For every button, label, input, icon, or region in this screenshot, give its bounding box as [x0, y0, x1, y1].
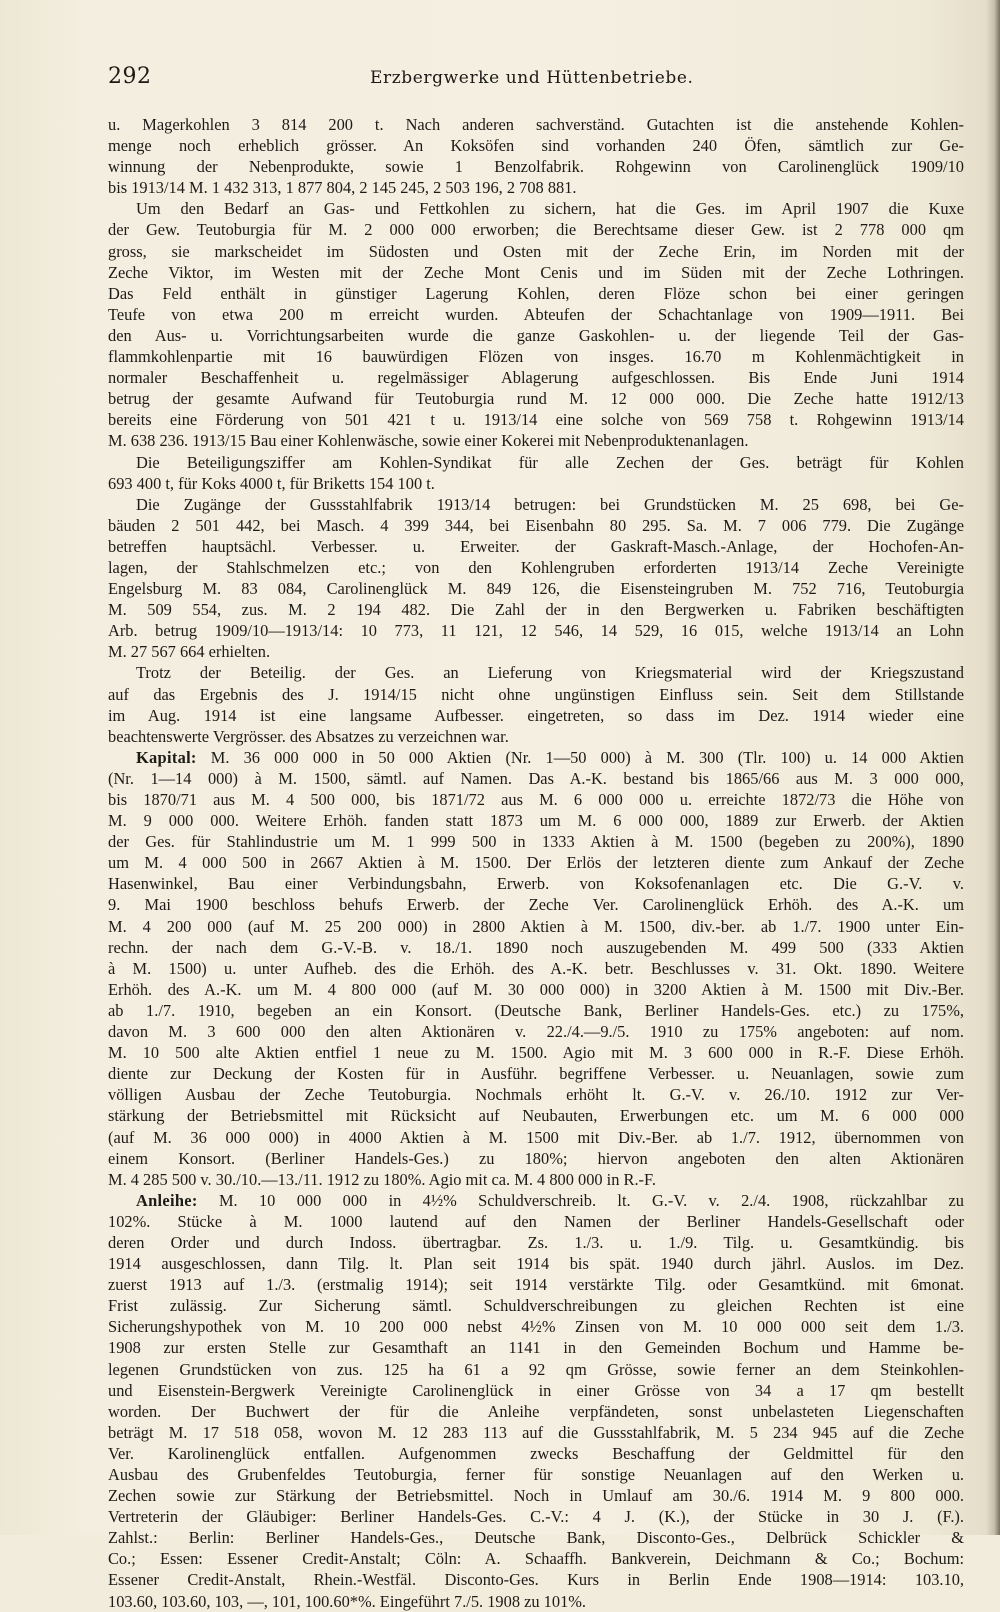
text-line: M. 4 285 500 v. 30./10.—13./11. 1912 zu 180%. Agio mit ca. M. 4 800 000 in R.-F. [108, 1169, 656, 1189]
section-lead-rest: M. 36 000 000 in 50 000 Aktien (Nr. 1—50 000) à M. 300 (Tlr. 100) u. 14 000 Aktien [196, 747, 964, 767]
text-line: M. 9 000 000. Weitere Erhöh. fanden statt 1873 um M. 6 000 000, 1889 zur Erwerb. der Aktien [108, 811, 964, 831]
text-line: der Gew. Teutoburgia für M. 2 000 000 erworben; die Berechtsame dieser Gew. ist 2 778 000 qm [108, 220, 964, 240]
text-line: um M. 4 000 500 in 2667 Aktien à M. 1500. Der Erlös der letzteren diente zum Ankauf der Zeche [108, 853, 964, 873]
text-line: M. 10 500 alte Aktien entfiel 1 neue zu M. 1500. Agio mit M. 3 600 000 in R.-F. Diese Erhöh. [108, 1043, 964, 1063]
text-line: der Ges. für Stahlindustrie um M. 1 999 500 in 1333 Aktien à M. 1500 (begeben zu 200%), 1890 [108, 832, 964, 852]
text-line: M. 4 200 000 (auf M. 25 200 000) in 2800 Aktien à M. 1500, div.-ber. ab 1./7. 1900 unter Ein- [108, 916, 964, 936]
text-line: betrug der gesamte Aufwand für Teutoburgia rund M. 12 000 000. Die Zeche hatte 1912/13 [108, 389, 964, 409]
text-line: à M. 1500) u. unter Aufheb. des die Erhöh. des A.-K. betr. Beschlusses v. 31. Okt. 1890. Weitere [108, 958, 964, 978]
text-line: davon M. 3 600 000 den alten Aktionären v. 22./4.—9./5. 1910 zu 175% angeboten: auf nom. [108, 1022, 964, 1042]
text-line: 102%. Stücke à M. 1000 lautend auf den Namen der Berliner Handels-Gesellschaft oder [108, 1211, 964, 1231]
text-line: den Aus- u. Vorrichtungsarbeiten wurde die ganze Gaskohlen- u. der liegende Teil der Gas- [108, 325, 964, 345]
text-line: Das Feld enthält in günstiger Lagerung Kohlen, deren Flöze schon bei einer geringen [108, 283, 964, 303]
text-line: ab 1./7. 1910, begeben an ein Konsort. (Deutsche Bank, Berliner Handels-Ges. etc.) zu 175%, [108, 1000, 964, 1020]
text-line: M. 509 554, zus. M. 2 194 482. Die Zahl der in den Bergwerken u. Fabriken beschäftigten [108, 600, 964, 620]
text-line: Zechen sowie zur Stärkung der Betriebsmittel. Noch in Umlauf am 30./6. 1914 M. 9 800 000. [108, 1486, 964, 1506]
text-line: M. 27 567 664 erhielten. [108, 642, 271, 662]
text-line: völligen Ausbau der Zeche Teutoburgia. Nochmals erhöht lt. G.-V. v. 26./10. 1912 zur Ver- [108, 1085, 964, 1105]
text-line: im Aug. 1914 ist eine langsame Aufbesser. eingetreten, so dass im Dez. 1914 wieder eine [108, 705, 964, 725]
text-line: normaler Beschaffenheit u. regelmässiger Ablagerung aufgeschlossen. Bis Ende Juni 1914 [108, 368, 964, 388]
text-line: flammkohlenpartie mit 16 bauwürdigen Flözen von insges. 16.70 m Kohlenmächtigkeit in [108, 347, 964, 367]
text-line: (Nr. 1—14 000) à M. 1500, sämtl. auf Namen. Das A.-K. bestand bis 1865/66 aus M. 3 000 000, [108, 768, 964, 788]
section-lead: Anleihe: [136, 1190, 198, 1210]
text-line: Hasenwinkel, Bau einer Verbindungsbahn, Erwerb. von Koksofenanlagen etc. Die G.-V. v. [108, 874, 964, 894]
page-header [108, 64, 968, 92]
text-line: Erhöh. des A.-K. um M. 4 800 000 (auf M. 30 000 000) in 3200 Aktien à M. 1500 mit Div.-Ber. [108, 979, 964, 999]
text-line: 9. Mai 1900 beschloss behufs Erwerb. der Zeche Ver. Carolinenglück Erhöh. des A.-K. um [108, 895, 964, 915]
section-lead-rest: M. 10 000 000 in 4½% Schuldverschreib. lt. G.-V. v. 2./4. 1908, rückzahlbar zu [197, 1190, 964, 1210]
text-line: Ver. Karolinenglück entfallen. Aufgenommen zwecks Beschaffung der Geldmittel für den [108, 1443, 964, 1463]
page-edge-shadow [986, 0, 1000, 1535]
text-line: Arb. betrug 1909/10—1913/14: 10 773, 11 121, 12 546, 14 529, 16 015, welche 1913/14 an Lohn [108, 621, 964, 641]
text-line: Die Zugänge der Gussstahlfabrik 1913/14 betrugen: bei Grundstücken M. 25 698, bei Ge- [136, 494, 964, 514]
text-line: bis 1913/14 M. 1 432 313, 1 877 804, 2 145 245, 2 503 196, 2 708 881. [108, 178, 577, 198]
text-line: 1908 zur ersten Stelle zur Gesamthaft an 1141 in den Gemeinden Bochum und Hamme be- [108, 1338, 964, 1358]
text-line: rechn. der nach dem G.-V.-B. v. 18./1. 1890 noch auszugebenden M. 499 500 (333 Aktien [108, 937, 964, 957]
text-line: worden. Der Buchwert der für die Anleihe verpfändeten, sonst unbelasteten Liegenschaften [108, 1401, 964, 1421]
text-line: Frist zulässig. Zur Sicherung sämtl. Schuldverschreibungen zu gleichen Rechten ist eine [108, 1296, 964, 1316]
text-line: gross, sie markscheidet im Südosten und Osten mit der Zeche Erin, im Norden mit der [108, 241, 964, 261]
text-line: deren Order und durch Indoss. übertragbar. Zs. 1./3. u. 1./9. Tilg. u. Gesamtkündig. bis [108, 1232, 964, 1252]
running-title: Erzbergwerke und Hüttenbetriebe. [370, 68, 694, 88]
text-line: bereits eine Förderung von 501 421 t u. 1913/14 eine solche von 569 758 t. Rohgewinn 1913/14 [108, 410, 964, 430]
text-line: M. 638 236. 1913/15 Bau einer Kohlenwäsche, sowie einer Kokerei mit Nebenproduktenanlagen. [108, 431, 749, 451]
text-line: Trotz der Beteilig. der Ges. an Lieferung von Kriegsmaterial wird der Kriegszustand [136, 663, 964, 683]
text-line: beträgt M. 17 518 058, wovon M. 12 283 113 auf die Gussstahlfabrik, M. 5 234 945 auf die Zeche [108, 1422, 964, 1442]
text-line: Ausbau des Grubenfeldes Teutoburgia, ferner für sonstige Neuanlagen auf den Werken u. [108, 1465, 964, 1484]
text-line: lagen, der Stahlschmelzen etc.; von den Kohlengruben erforderten 1913/14 Zeche Vereinigte [108, 557, 964, 577]
text-line: 693 400 t, für Koks 4000 t, für Briketts 154 100 t. [108, 473, 435, 493]
text-line: zuerst 1913 auf 1./3. (erstmalig 1914); seit 1914 verstärkte Tilg. oder Gesamtkünd. mit 6monat. [108, 1275, 964, 1295]
text-line: Sicherungshypothek von M. 10 200 000 nebst 4½% Zinsen von M. 10 000 000 seit dem 1./3. [108, 1317, 964, 1337]
text-line: diente zur Deckung der Kosten für in Ausführ. begriffene Verbesser. u. Neuanlagen, sowie zum [108, 1064, 964, 1084]
text-line: Co.; Essen: Essener Credit-Anstalt; Cöln: A. Schaaffh. Bankverein, Deichmann & Co.; Bochum: [108, 1549, 964, 1569]
page-number: 292 [108, 64, 152, 89]
text-line: Engelsburg M. 83 084, Carolinenglück M. 849 126, die Eisensteingruben M. 752 716, Teutoburgia [108, 579, 964, 599]
text-line: Um den Bedarf an Gas- und Fettkohlen zu sichern, hat die Ges. im April 1907 die Kuxe [136, 199, 964, 219]
text-line: stärkung der Betriebsmittel mit Rücksicht auf Neubauten, Erwerbungen etc. um M. 6 000 000 [108, 1106, 964, 1126]
text-line [108, 747, 964, 768]
text-line: legenen Grundstücken von zus. 125 ha 61 a 92 qm Grösse, sowie ferner an dem Steinkohlen- [108, 1359, 964, 1379]
text-line: winnung der Nebenprodukte, sowie 1 Benzolfabrik. Rohgewinn von Carolinenglück 1909/10 [108, 157, 964, 177]
text-line: 1914 ausgeschlossen, dann Tilg. lt. Plan seit 1914 bis spät. 1940 durch jährl. Auslos. im Dez. [108, 1254, 964, 1274]
text-line: und Eisenstein-Bergwerk Vereinigte Carolinenglück in einer Grösse von 34 a 17 qm bestellt [108, 1380, 964, 1400]
text-line: beachtenswerte Vergrösser. des Absatzes zu verzeichnen war. [108, 726, 509, 746]
text-line: Zahlst.: Berlin: Berliner Handels-Ges., Deutsche Bank, Disconto-Ges., Delbrück Schickler & [108, 1528, 964, 1548]
text-line: betreffen hauptsächl. Verbesser. u. Erweiter. der Gaskraft-Masch.-Anlage, der Hochofen-An- [108, 536, 964, 556]
text-line: auf das Ergebnis des J. 1914/15 nicht ohne ungünstigen Einfluss sein. Seit dem Stillstande [108, 684, 964, 704]
text-line: 103.60, 103.60, 103, —, 101, 100.60*%. Eingeführt 7./5. 1908 zu 101%. [108, 1591, 587, 1611]
text-line: bis 1870/71 aus M. 4 500 000, bis 1871/72 aus M. 6 000 000 u. erreichte 1872/73 die Höhe von [108, 790, 964, 809]
text-line: einem Konsort. (Berliner Handels-Ges.) zu 180%; hiervon angeboten den alten Aktionären [108, 1148, 964, 1168]
body-text [108, 114, 964, 1612]
text-line: menge noch erheblich grösser. An Koksöfen sind vorhanden 240 Öfen, sämtlich zur Ge- [108, 136, 964, 156]
section-lead: Kapital: [136, 747, 197, 767]
text-line: Teufe von etwa 200 m erreicht wurden. Abteufen der Schachtanlage von 1909—1911. Bei [108, 304, 964, 324]
text-line: (auf M. 36 000 000) in 4000 Aktien à M. 1500 mit Div.-Ber. ab 1./7. 1912, übernommen von [108, 1127, 964, 1147]
text-line: Vertreterin der Gläubiger: Berliner Handels-Ges. C.-V.: 4 J. (K.), der Stücke in 30 J. (F.). [108, 1507, 964, 1527]
text-line: Die Beteiligungsziffer am Kohlen-Syndikat für alle Zechen der Ges. beträgt für Kohlen [136, 452, 964, 472]
text-line [108, 1190, 964, 1211]
text-line: Zeche Viktor, im Westen mit der Zeche Mont Cenis und im Süden mit der Zeche Lothringen. [108, 262, 964, 282]
text-line: bäuden 2 501 442, bei Masch. 4 399 344, bei Eisenbahn 80 295. Sa. M. 7 006 779. Die Zugänge [108, 515, 964, 535]
text-line: u. Magerkohlen 3 814 200 t. Nach anderen sachverständ. Gutachten ist die anstehende Kohlen- [108, 115, 964, 134]
text-line: Essener Credit-Anstalt, Rhein.-Westfäl. Disconto-Ges. Kurs in Berlin Ende 1908—1914: 103.10, [108, 1570, 964, 1590]
